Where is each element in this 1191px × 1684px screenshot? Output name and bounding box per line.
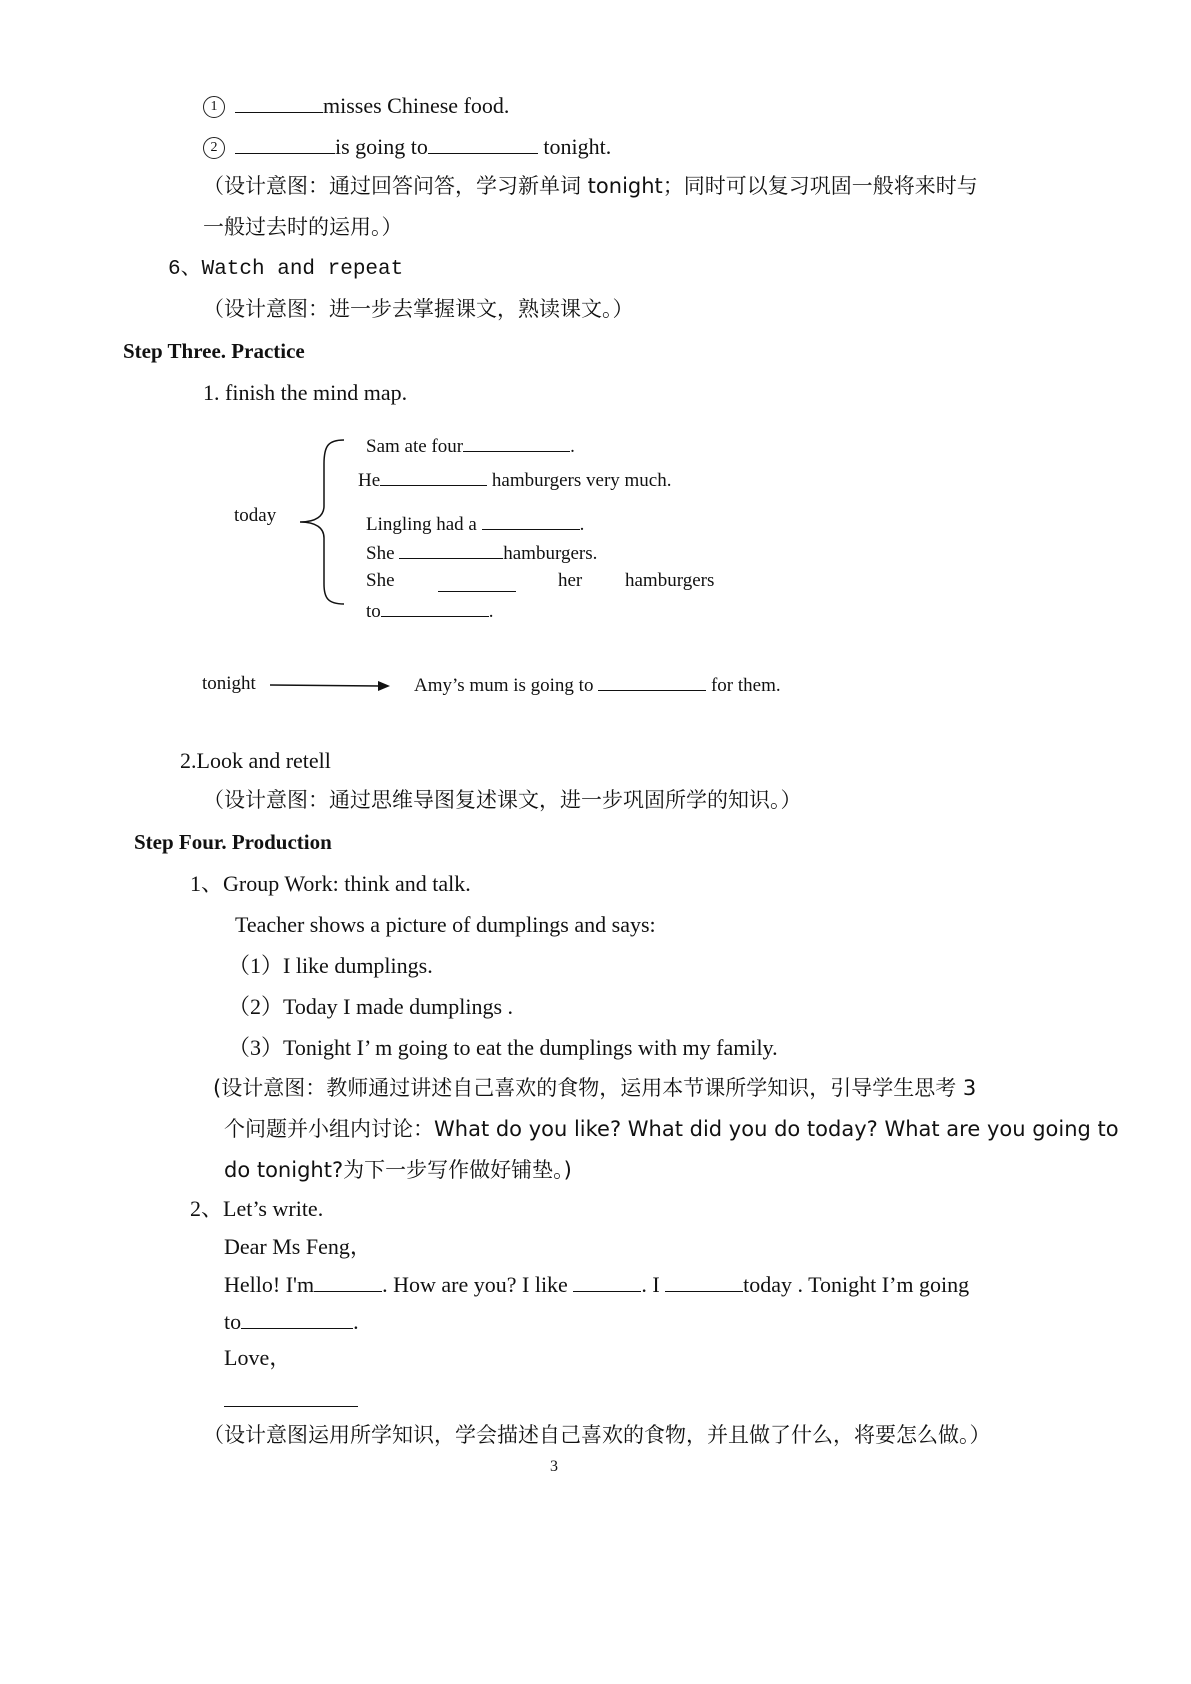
letter-text: . I <box>641 1272 666 1297</box>
arrow-right-icon <box>268 677 392 695</box>
mindmap-text: hamburgers very much. <box>487 470 672 491</box>
answer-blank <box>665 1273 743 1292</box>
mindmap-text: Sam ate four <box>366 436 464 457</box>
mindmap-text: Lingling had a <box>366 514 482 535</box>
letter-text: to <box>224 1309 242 1334</box>
production-item-2: 2、Let’s write. <box>190 1196 324 1221</box>
mindmap-text: for them. <box>706 675 781 696</box>
mindmap-line-5-her: her <box>558 570 583 591</box>
mindmap-line-2 <box>358 469 671 490</box>
answer-blank <box>235 135 335 154</box>
mindmap-text: hamburgers. <box>503 543 598 564</box>
step-four-heading: Step Four. Production <box>134 830 332 854</box>
mindmap-tonight-line <box>414 674 781 695</box>
step-three-heading: Step Three. Practice <box>123 339 305 363</box>
answer-blank <box>241 1310 353 1329</box>
mindmap-text: to <box>366 601 381 622</box>
letter-body-line-2 <box>224 1310 359 1333</box>
activity-watch-and-repeat: 6、Watch and repeat <box>168 258 404 281</box>
circled-number-1: 1 <box>203 96 225 118</box>
question-1 <box>235 94 509 117</box>
mindmap-text: She <box>366 543 400 564</box>
design-intent-line: (设计意图：教师通过讲述自己喜欢的食物，运用本节课所学知识，引导学生思考 3 <box>213 1076 977 1100</box>
letter-text: today . Tonight I’m going <box>743 1272 970 1297</box>
answer-blank <box>438 575 516 592</box>
question-1-text: misses Chinese food. <box>323 93 510 118</box>
design-intent-line: （设计意图：通过回答问答，学习新单词 tonight；同时可以复习巩固一般将来时与 <box>203 174 978 198</box>
curly-brace <box>296 436 348 608</box>
letter-text: . <box>353 1309 359 1334</box>
design-intent-line: （设计意图运用所学知识，学会描述自己喜欢的食物，并且做了什么，将要怎么做。） <box>203 1423 991 1447</box>
question-2 <box>235 135 611 158</box>
question-2-end: tonight. <box>537 134 612 159</box>
mindmap-tonight-label: tonight <box>202 673 256 694</box>
answer-blank <box>428 135 538 154</box>
letter-greeting: Dear Ms Feng， <box>224 1234 372 1259</box>
answer-blank <box>235 94 323 113</box>
mindmap-text: He <box>358 470 381 491</box>
answer-blank <box>598 674 706 691</box>
teacher-sentence-1: （1）I like dumplings. <box>228 953 433 978</box>
mindmap-line-5-hamburgers: hamburgers <box>625 570 715 591</box>
answer-blank <box>399 542 503 559</box>
mindmap-line-6 <box>366 600 494 621</box>
letter-text: Hello! I'm <box>224 1272 315 1297</box>
answer-blank <box>381 600 489 617</box>
mindmap-text: . <box>579 514 585 535</box>
answer-blank <box>573 1273 641 1292</box>
mindmap-today-label: today <box>234 505 277 526</box>
design-intent-line: 个问题并小组内讨论：What do you like? What did you do today? What are you going to <box>224 1117 1119 1141</box>
mindmap-line-5-she: She <box>366 570 395 591</box>
teacher-sentence-2: （2）Today I made dumplings . <box>228 994 514 1019</box>
design-intent-line: 一般过去时的运用。） <box>203 215 403 239</box>
mindmap-line-1 <box>366 435 575 456</box>
mindmap-text: Amy’s mum is going to <box>414 675 599 696</box>
design-intent-line: （设计意图：通过思维导图复述课文，进一步巩固所学的知识。） <box>203 788 802 812</box>
mindmap-text: . <box>570 436 575 457</box>
production-item-1: 1、Group Work: think and talk. <box>190 871 471 896</box>
teacher-instruction: Teacher shows a picture of dumplings and says: <box>235 912 656 937</box>
answer-blank <box>380 469 487 486</box>
letter-text: . How are you? I like <box>382 1272 574 1297</box>
mindmap-text: . <box>488 601 494 622</box>
page-number: 3 <box>550 1458 558 1475</box>
teacher-sentence-3: （3）Tonight I’ m going to eat the dumplings with my family. <box>228 1035 778 1060</box>
practice-item-2: 2.Look and retell <box>180 748 331 773</box>
answer-blank <box>463 435 570 452</box>
letter-closing: Love， <box>224 1345 292 1370</box>
practice-item-1: 1. finish the mind map. <box>203 380 408 405</box>
answer-blank <box>314 1273 382 1292</box>
mindmap-line-3 <box>366 513 584 534</box>
circled-number-2: 2 <box>203 137 225 159</box>
question-2-mid: is going to <box>335 134 428 159</box>
design-intent-line: （设计意图：进一步去掌握课文，熟读课文。） <box>203 297 634 321</box>
design-intent-line: do tonight?为下一步写作做好铺垫。) <box>224 1158 572 1182</box>
signature-blank <box>224 1388 358 1407</box>
mindmap-line-4 <box>366 542 597 563</box>
letter-body-line-1 <box>224 1273 969 1296</box>
answer-blank <box>482 513 580 530</box>
